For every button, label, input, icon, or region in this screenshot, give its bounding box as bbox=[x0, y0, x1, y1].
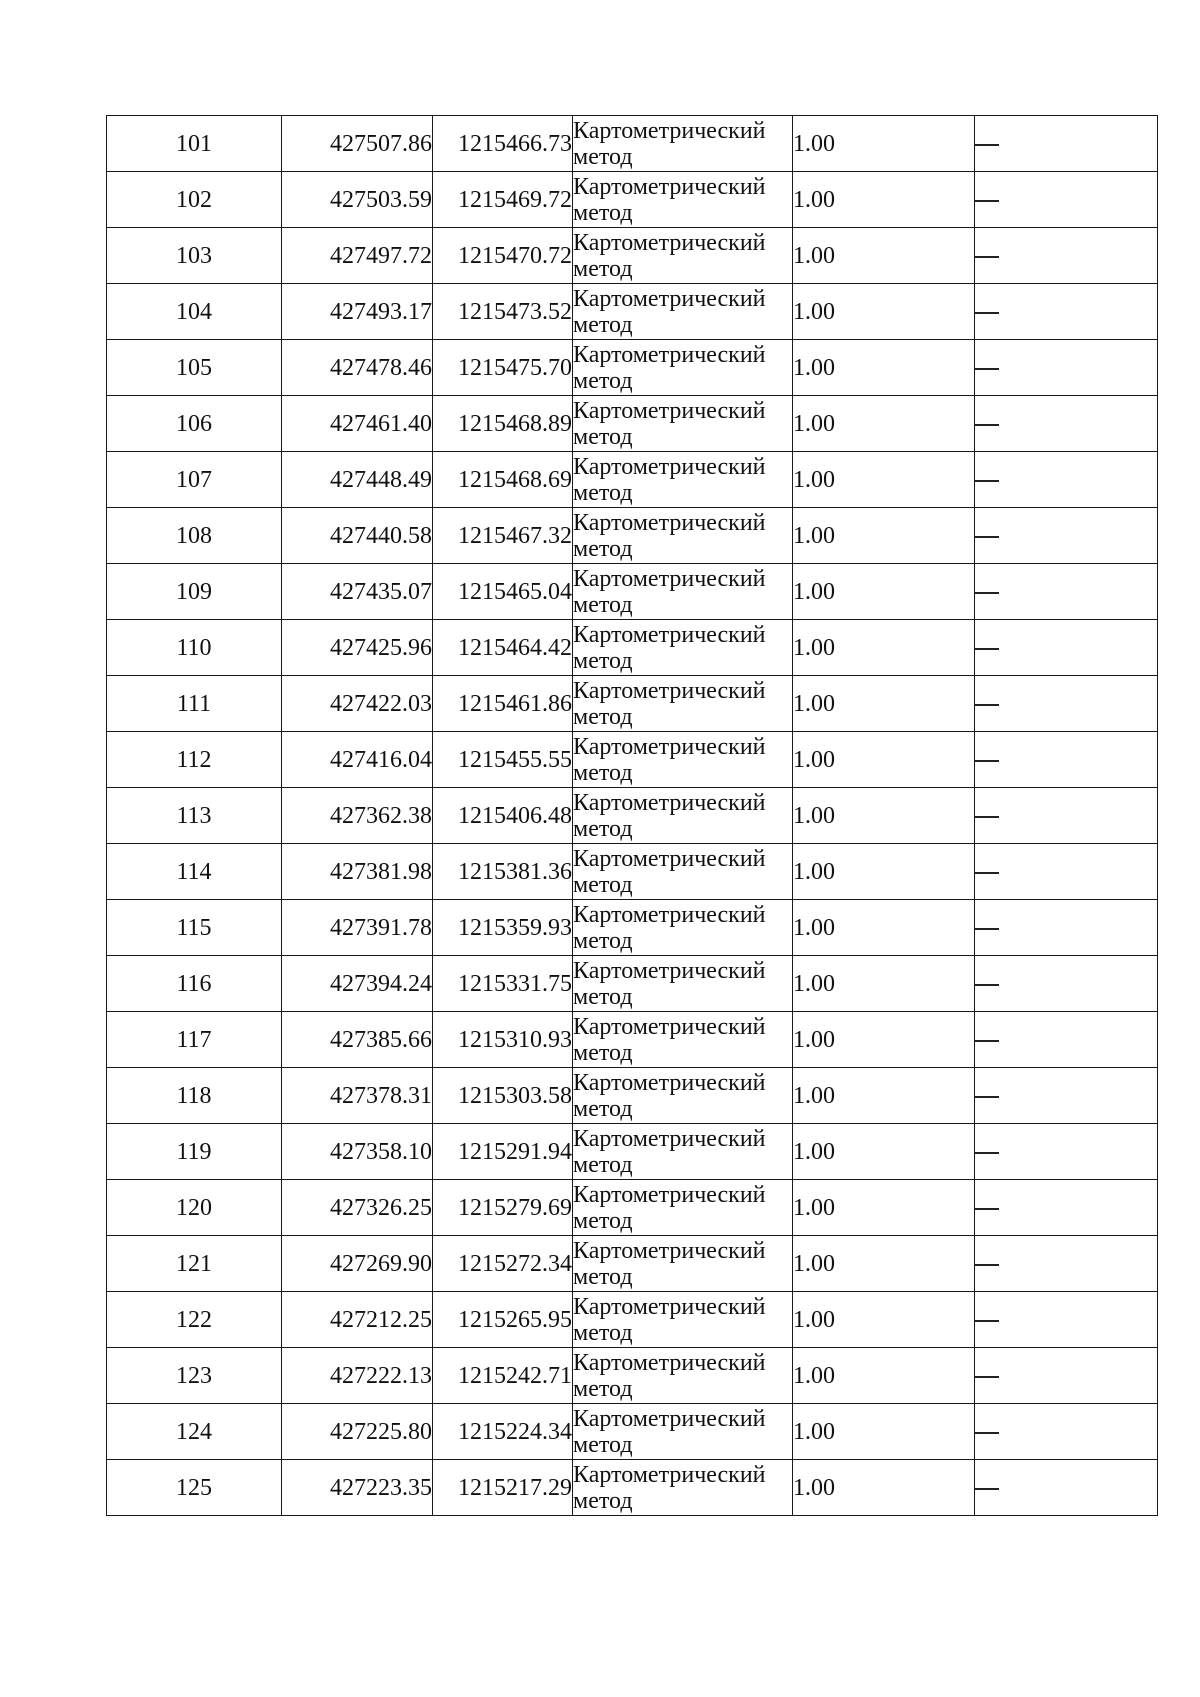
point-number-cell: 115 bbox=[107, 900, 282, 956]
x-coordinate-cell: 427222.13 bbox=[282, 1348, 433, 1404]
accuracy-cell: 1.00 bbox=[793, 564, 975, 620]
note-dash bbox=[975, 368, 999, 370]
y-coordinate-cell: 1215473.52 bbox=[433, 284, 573, 340]
y-coordinate-cell: 1215310.93 bbox=[433, 1012, 573, 1068]
point-number-cell: 121 bbox=[107, 1236, 282, 1292]
table-row bbox=[107, 788, 1158, 844]
y-coordinate-cell: 1215303.58 bbox=[433, 1068, 573, 1124]
method-line-1: Картометрический bbox=[573, 285, 766, 312]
note-dash bbox=[975, 648, 999, 650]
y-coordinate-cell: 1215291.94 bbox=[433, 1124, 573, 1180]
y-coordinate-cell: 1215470.72 bbox=[433, 228, 573, 284]
x-coordinate-cell: 427435.07 bbox=[282, 564, 433, 620]
note-cell bbox=[975, 788, 1158, 844]
method-cell bbox=[573, 732, 793, 788]
y-coordinate-cell: 1215465.04 bbox=[433, 564, 573, 620]
method-cell bbox=[573, 508, 793, 564]
accuracy-cell: 1.00 bbox=[793, 732, 975, 788]
note-cell bbox=[975, 1180, 1158, 1236]
table-row bbox=[107, 844, 1158, 900]
method-cell bbox=[573, 452, 793, 508]
accuracy-cell: 1.00 bbox=[793, 1124, 975, 1180]
method-line-1: Картометрический bbox=[573, 1349, 766, 1376]
point-number-cell: 101 bbox=[107, 116, 282, 172]
method-cell bbox=[573, 1460, 793, 1516]
note-cell bbox=[975, 1404, 1158, 1460]
method-cell bbox=[573, 1068, 793, 1124]
note-dash bbox=[975, 872, 999, 874]
note-cell bbox=[975, 1012, 1158, 1068]
method-line-2: метод bbox=[573, 1095, 633, 1122]
note-dash bbox=[975, 1320, 999, 1322]
point-number-cell: 107 bbox=[107, 452, 282, 508]
method-line-1: Картометрический bbox=[573, 1237, 766, 1264]
accuracy-cell: 1.00 bbox=[793, 1068, 975, 1124]
method-cell bbox=[573, 564, 793, 620]
method-cell bbox=[573, 956, 793, 1012]
method-line-2: метод bbox=[573, 1319, 633, 1346]
method-line-1: Картометрический bbox=[573, 621, 766, 648]
note-dash bbox=[975, 816, 999, 818]
point-number-cell: 108 bbox=[107, 508, 282, 564]
coordinates-table bbox=[106, 115, 1158, 1516]
method-line-1: Картометрический bbox=[573, 509, 766, 536]
method-cell bbox=[573, 396, 793, 452]
method-cell bbox=[573, 1124, 793, 1180]
y-coordinate-cell: 1215468.69 bbox=[433, 452, 573, 508]
method-line-1: Картометрический bbox=[573, 1125, 766, 1152]
point-number-cell: 116 bbox=[107, 956, 282, 1012]
method-line-2: метод bbox=[573, 983, 633, 1010]
method-cell bbox=[573, 116, 793, 172]
point-number-cell: 103 bbox=[107, 228, 282, 284]
table-row bbox=[107, 1236, 1158, 1292]
method-line-2: метод bbox=[573, 255, 633, 282]
accuracy-cell: 1.00 bbox=[793, 340, 975, 396]
point-number-cell: 120 bbox=[107, 1180, 282, 1236]
x-coordinate-cell: 427507.86 bbox=[282, 116, 433, 172]
note-dash bbox=[975, 1208, 999, 1210]
table-row bbox=[107, 620, 1158, 676]
method-line-2: метод bbox=[573, 1375, 633, 1402]
x-coordinate-cell: 427212.25 bbox=[282, 1292, 433, 1348]
accuracy-cell: 1.00 bbox=[793, 228, 975, 284]
table-row bbox=[107, 116, 1158, 172]
method-line-2: метод bbox=[573, 479, 633, 506]
x-coordinate-cell: 427362.38 bbox=[282, 788, 433, 844]
note-cell bbox=[975, 1236, 1158, 1292]
method-line-2: метод bbox=[573, 1431, 633, 1458]
accuracy-cell: 1.00 bbox=[793, 1292, 975, 1348]
method-line-1: Картометрический bbox=[573, 789, 766, 816]
method-line-1: Картометрический bbox=[573, 1069, 766, 1096]
point-number-cell: 109 bbox=[107, 564, 282, 620]
method-line-2: метод bbox=[573, 703, 633, 730]
x-coordinate-cell: 427440.58 bbox=[282, 508, 433, 564]
x-coordinate-cell: 427493.17 bbox=[282, 284, 433, 340]
note-dash bbox=[975, 928, 999, 930]
method-line-2: метод bbox=[573, 367, 633, 394]
point-number-cell: 112 bbox=[107, 732, 282, 788]
method-cell bbox=[573, 284, 793, 340]
y-coordinate-cell: 1215224.34 bbox=[433, 1404, 573, 1460]
note-cell bbox=[975, 620, 1158, 676]
method-line-1: Картометрический bbox=[573, 397, 766, 424]
accuracy-cell: 1.00 bbox=[793, 1236, 975, 1292]
point-number-cell: 113 bbox=[107, 788, 282, 844]
method-line-2: метод bbox=[573, 815, 633, 842]
table-row bbox=[107, 1404, 1158, 1460]
point-number-cell: 111 bbox=[107, 676, 282, 732]
y-coordinate-cell: 1215461.86 bbox=[433, 676, 573, 732]
point-number-cell: 125 bbox=[107, 1460, 282, 1516]
table-row bbox=[107, 228, 1158, 284]
note-dash bbox=[975, 984, 999, 986]
y-coordinate-cell: 1215464.42 bbox=[433, 620, 573, 676]
accuracy-cell: 1.00 bbox=[793, 116, 975, 172]
note-dash bbox=[975, 704, 999, 706]
method-line-1: Картометрический bbox=[573, 117, 766, 144]
note-dash bbox=[975, 144, 999, 146]
accuracy-cell: 1.00 bbox=[793, 508, 975, 564]
x-coordinate-cell: 427478.46 bbox=[282, 340, 433, 396]
method-line-1: Картометрический bbox=[573, 453, 766, 480]
note-cell bbox=[975, 564, 1158, 620]
method-line-2: метод bbox=[573, 871, 633, 898]
x-coordinate-cell: 427223.35 bbox=[282, 1460, 433, 1516]
method-line-2: метод bbox=[573, 535, 633, 562]
note-dash bbox=[975, 312, 999, 314]
accuracy-cell: 1.00 bbox=[793, 1404, 975, 1460]
y-coordinate-cell: 1215279.69 bbox=[433, 1180, 573, 1236]
method-line-1: Картометрический bbox=[573, 677, 766, 704]
y-coordinate-cell: 1215475.70 bbox=[433, 340, 573, 396]
method-line-1: Картометрический bbox=[573, 341, 766, 368]
method-cell bbox=[573, 1404, 793, 1460]
x-coordinate-cell: 427416.04 bbox=[282, 732, 433, 788]
method-line-2: метод bbox=[573, 311, 633, 338]
x-coordinate-cell: 427448.49 bbox=[282, 452, 433, 508]
method-line-2: метод bbox=[573, 1487, 633, 1514]
method-line-2: метод bbox=[573, 199, 633, 226]
accuracy-cell: 1.00 bbox=[793, 452, 975, 508]
accuracy-cell: 1.00 bbox=[793, 1012, 975, 1068]
note-dash bbox=[975, 424, 999, 426]
note-dash bbox=[975, 1488, 999, 1490]
table-row bbox=[107, 1068, 1158, 1124]
method-cell bbox=[573, 172, 793, 228]
point-number-cell: 122 bbox=[107, 1292, 282, 1348]
note-dash bbox=[975, 256, 999, 258]
method-line-1: Картометрический bbox=[573, 901, 766, 928]
note-cell bbox=[975, 844, 1158, 900]
coordinates-table-body bbox=[107, 116, 1158, 1516]
method-line-2: метод bbox=[573, 591, 633, 618]
table-row bbox=[107, 508, 1158, 564]
accuracy-cell: 1.00 bbox=[793, 676, 975, 732]
accuracy-cell: 1.00 bbox=[793, 844, 975, 900]
accuracy-cell: 1.00 bbox=[793, 1348, 975, 1404]
x-coordinate-cell: 427358.10 bbox=[282, 1124, 433, 1180]
table-row bbox=[107, 284, 1158, 340]
note-cell bbox=[975, 228, 1158, 284]
note-dash bbox=[975, 1152, 999, 1154]
accuracy-cell: 1.00 bbox=[793, 396, 975, 452]
y-coordinate-cell: 1215359.93 bbox=[433, 900, 573, 956]
method-line-2: метод bbox=[573, 1263, 633, 1290]
method-line-1: Картометрический bbox=[573, 1293, 766, 1320]
x-coordinate-cell: 427425.96 bbox=[282, 620, 433, 676]
note-cell bbox=[975, 732, 1158, 788]
x-coordinate-cell: 427378.31 bbox=[282, 1068, 433, 1124]
method-line-2: метод bbox=[573, 1151, 633, 1178]
y-coordinate-cell: 1215467.32 bbox=[433, 508, 573, 564]
accuracy-cell: 1.00 bbox=[793, 1180, 975, 1236]
x-coordinate-cell: 427461.40 bbox=[282, 396, 433, 452]
note-cell bbox=[975, 340, 1158, 396]
table-row bbox=[107, 396, 1158, 452]
x-coordinate-cell: 427391.78 bbox=[282, 900, 433, 956]
x-coordinate-cell: 427326.25 bbox=[282, 1180, 433, 1236]
note-dash bbox=[975, 536, 999, 538]
note-cell bbox=[975, 1124, 1158, 1180]
table-row bbox=[107, 1124, 1158, 1180]
method-cell bbox=[573, 676, 793, 732]
method-line-2: метод bbox=[573, 759, 633, 786]
x-coordinate-cell: 427422.03 bbox=[282, 676, 433, 732]
x-coordinate-cell: 427225.80 bbox=[282, 1404, 433, 1460]
method-cell bbox=[573, 620, 793, 676]
table-row bbox=[107, 172, 1158, 228]
y-coordinate-cell: 1215466.73 bbox=[433, 116, 573, 172]
note-cell bbox=[975, 1460, 1158, 1516]
method-line-1: Картометрический bbox=[573, 1405, 766, 1432]
method-line-1: Картометрический bbox=[573, 733, 766, 760]
note-cell bbox=[975, 116, 1158, 172]
note-dash bbox=[975, 480, 999, 482]
note-dash bbox=[975, 200, 999, 202]
y-coordinate-cell: 1215406.48 bbox=[433, 788, 573, 844]
y-coordinate-cell: 1215468.89 bbox=[433, 396, 573, 452]
y-coordinate-cell: 1215217.29 bbox=[433, 1460, 573, 1516]
method-cell bbox=[573, 1292, 793, 1348]
table-row bbox=[107, 452, 1158, 508]
accuracy-cell: 1.00 bbox=[793, 284, 975, 340]
table-row bbox=[107, 1460, 1158, 1516]
table-row bbox=[107, 1012, 1158, 1068]
accuracy-cell: 1.00 bbox=[793, 620, 975, 676]
note-dash bbox=[975, 1040, 999, 1042]
note-cell bbox=[975, 1068, 1158, 1124]
method-cell bbox=[573, 1180, 793, 1236]
y-coordinate-cell: 1215381.36 bbox=[433, 844, 573, 900]
table-row bbox=[107, 564, 1158, 620]
point-number-cell: 123 bbox=[107, 1348, 282, 1404]
table-row bbox=[107, 1180, 1158, 1236]
table-row bbox=[107, 956, 1158, 1012]
y-coordinate-cell: 1215242.71 bbox=[433, 1348, 573, 1404]
y-coordinate-cell: 1215469.72 bbox=[433, 172, 573, 228]
y-coordinate-cell: 1215265.95 bbox=[433, 1292, 573, 1348]
point-number-cell: 104 bbox=[107, 284, 282, 340]
note-cell bbox=[975, 508, 1158, 564]
accuracy-cell: 1.00 bbox=[793, 900, 975, 956]
method-line-2: метод bbox=[573, 1207, 633, 1234]
note-cell bbox=[975, 1348, 1158, 1404]
method-line-2: метод bbox=[573, 927, 633, 954]
method-line-2: метод bbox=[573, 143, 633, 170]
note-dash bbox=[975, 1096, 999, 1098]
method-line-1: Картометрический bbox=[573, 1461, 766, 1488]
y-coordinate-cell: 1215455.55 bbox=[433, 732, 573, 788]
method-line-2: метод bbox=[573, 423, 633, 450]
point-number-cell: 102 bbox=[107, 172, 282, 228]
method-cell bbox=[573, 228, 793, 284]
note-dash bbox=[975, 592, 999, 594]
note-cell bbox=[975, 676, 1158, 732]
y-coordinate-cell: 1215272.34 bbox=[433, 1236, 573, 1292]
note-dash bbox=[975, 1376, 999, 1378]
note-cell bbox=[975, 396, 1158, 452]
point-number-cell: 117 bbox=[107, 1012, 282, 1068]
table-row bbox=[107, 732, 1158, 788]
point-number-cell: 105 bbox=[107, 340, 282, 396]
table-row bbox=[107, 1348, 1158, 1404]
note-dash bbox=[975, 1432, 999, 1434]
x-coordinate-cell: 427381.98 bbox=[282, 844, 433, 900]
table-row bbox=[107, 676, 1158, 732]
table-row bbox=[107, 1292, 1158, 1348]
method-cell bbox=[573, 1348, 793, 1404]
method-line-1: Картометрический bbox=[573, 1181, 766, 1208]
method-cell bbox=[573, 788, 793, 844]
method-cell bbox=[573, 900, 793, 956]
x-coordinate-cell: 427269.90 bbox=[282, 1236, 433, 1292]
y-coordinate-cell: 1215331.75 bbox=[433, 956, 573, 1012]
note-cell bbox=[975, 900, 1158, 956]
note-cell bbox=[975, 1292, 1158, 1348]
note-cell bbox=[975, 956, 1158, 1012]
note-dash bbox=[975, 1264, 999, 1266]
method-cell bbox=[573, 1236, 793, 1292]
point-number-cell: 110 bbox=[107, 620, 282, 676]
point-number-cell: 119 bbox=[107, 1124, 282, 1180]
point-number-cell: 114 bbox=[107, 844, 282, 900]
method-line-2: метод bbox=[573, 1039, 633, 1066]
method-line-1: Картометрический bbox=[573, 957, 766, 984]
accuracy-cell: 1.00 bbox=[793, 956, 975, 1012]
point-number-cell: 106 bbox=[107, 396, 282, 452]
point-number-cell: 124 bbox=[107, 1404, 282, 1460]
method-line-1: Картометрический bbox=[573, 229, 766, 256]
accuracy-cell: 1.00 bbox=[793, 1460, 975, 1516]
method-cell bbox=[573, 1012, 793, 1068]
note-cell bbox=[975, 284, 1158, 340]
table-row bbox=[107, 340, 1158, 396]
method-line-1: Картометрический bbox=[573, 565, 766, 592]
method-line-2: метод bbox=[573, 647, 633, 674]
x-coordinate-cell: 427503.59 bbox=[282, 172, 433, 228]
x-coordinate-cell: 427394.24 bbox=[282, 956, 433, 1012]
method-cell bbox=[573, 844, 793, 900]
point-number-cell: 118 bbox=[107, 1068, 282, 1124]
accuracy-cell: 1.00 bbox=[793, 172, 975, 228]
document-page bbox=[106, 115, 1157, 1516]
note-dash bbox=[975, 760, 999, 762]
accuracy-cell: 1.00 bbox=[793, 788, 975, 844]
table-row bbox=[107, 900, 1158, 956]
x-coordinate-cell: 427385.66 bbox=[282, 1012, 433, 1068]
method-line-1: Картометрический bbox=[573, 1013, 766, 1040]
method-line-1: Картометрический bbox=[573, 173, 766, 200]
method-line-1: Картометрический bbox=[573, 845, 766, 872]
method-cell bbox=[573, 340, 793, 396]
note-cell bbox=[975, 172, 1158, 228]
note-cell bbox=[975, 452, 1158, 508]
x-coordinate-cell: 427497.72 bbox=[282, 228, 433, 284]
